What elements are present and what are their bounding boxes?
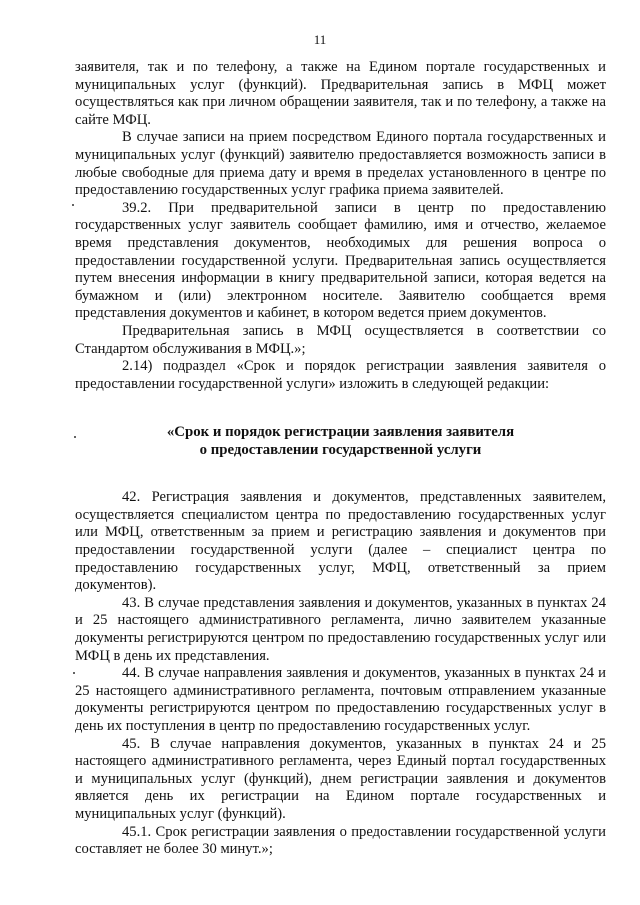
paragraph-39-2: 39.2. При предварительной записи в центр по предоставлению государственных услуг заявитель сообщает фамилию, имя и отчество, желаемое время представления документов, необходимых для решения вопроса о предоставлении государственной услуги. Предварительная запись осуществляется путем внесения информации в книгу предварительной записи, которая ведется на бумажном и (или) электронном носителе. Заявителю сообщается время представления документов и кабинет, в котором ведется прием документов.	[75, 199, 606, 322]
paragraph-44: 44. В случае направления заявления и документов, указанных в пунктах 24 и 25 настоящего административного регламента, почтовым отправлением указанные документы регистрируются центром по предоставлению государственных услуг в день их поступления в центр по предоставлению государственных услуг.	[75, 665, 606, 734]
scan-speck	[72, 204, 74, 206]
document-body	[75, 59, 606, 859]
section-heading-line-2: о предоставлении государственной услуги	[199, 442, 482, 459]
paragraph-43: 43. В случае представления заявления и документов, указанных в пунктах 24 и 25 настоящего административного регламента, лично заявителем указанные документы регистрируются центром по предоставлению государственных услуг или МФЦ в день их представления.	[75, 594, 606, 664]
scan-speck	[74, 436, 76, 438]
paragraph-2-14: 2.14) подраздел «Срок и порядок регистрации заявления заявителя о предоставлении государственной услуги» изложить в следующей редакции:	[75, 358, 606, 392]
paragraph-45: 45. В случае направления документов, указанных в пунктах 24 и 25 настоящего административного регламента, через Единый портал государственных и муниципальных услуг (функций), днем регистрации заявления и документов является день их регистрации на Едином портале государственных и муниципальных услуг (функций).	[75, 735, 606, 822]
section-heading-line-1: «Срок и порядок регистрации заявления заявителя	[166, 424, 515, 441]
paragraph-continuation: заявителя, так и по телефону, а также на Едином портале государственных и муниципальных услуг (функций). Предварительная запись в МФЦ может осуществляться как при личном обращении заявителя, так и по телефону, а также на сайте МФЦ.	[75, 59, 606, 128]
scan-speck	[73, 672, 75, 674]
paragraph-mfc-standard: Предварительная запись в МФЦ осуществляется в соответствии со Стандартом обслуживания в МФЦ.»;	[75, 322, 606, 357]
paragraph-42: 42. Регистрация заявления и документов, представленных заявителем, осуществляется специалистом центра по предоставлению государственных услуг или МФЦ, ответственным за прием и регистрацию заявления и документов при предоставлении государственной услуги (далее – специалист центра по предоставлению государственных услуг, МФЦ, ответственный за прием документов).	[75, 489, 606, 594]
paragraph-portal-booking: В случае записи на прием посредством Единого портала государственных и муниципальных услуг (функций) заявителю предоставляется возможность записи в любые свободные для приема дату и время в пределах установленного в центре по предоставлению государственных услуг графика приема заявителей.	[75, 129, 606, 199]
page-number: 11	[313, 32, 327, 47]
paragraph-45-1: 45.1. Срок регистрации заявления о предоставлении государственной услуги составляет не более 30 минут.»;	[75, 823, 606, 858]
